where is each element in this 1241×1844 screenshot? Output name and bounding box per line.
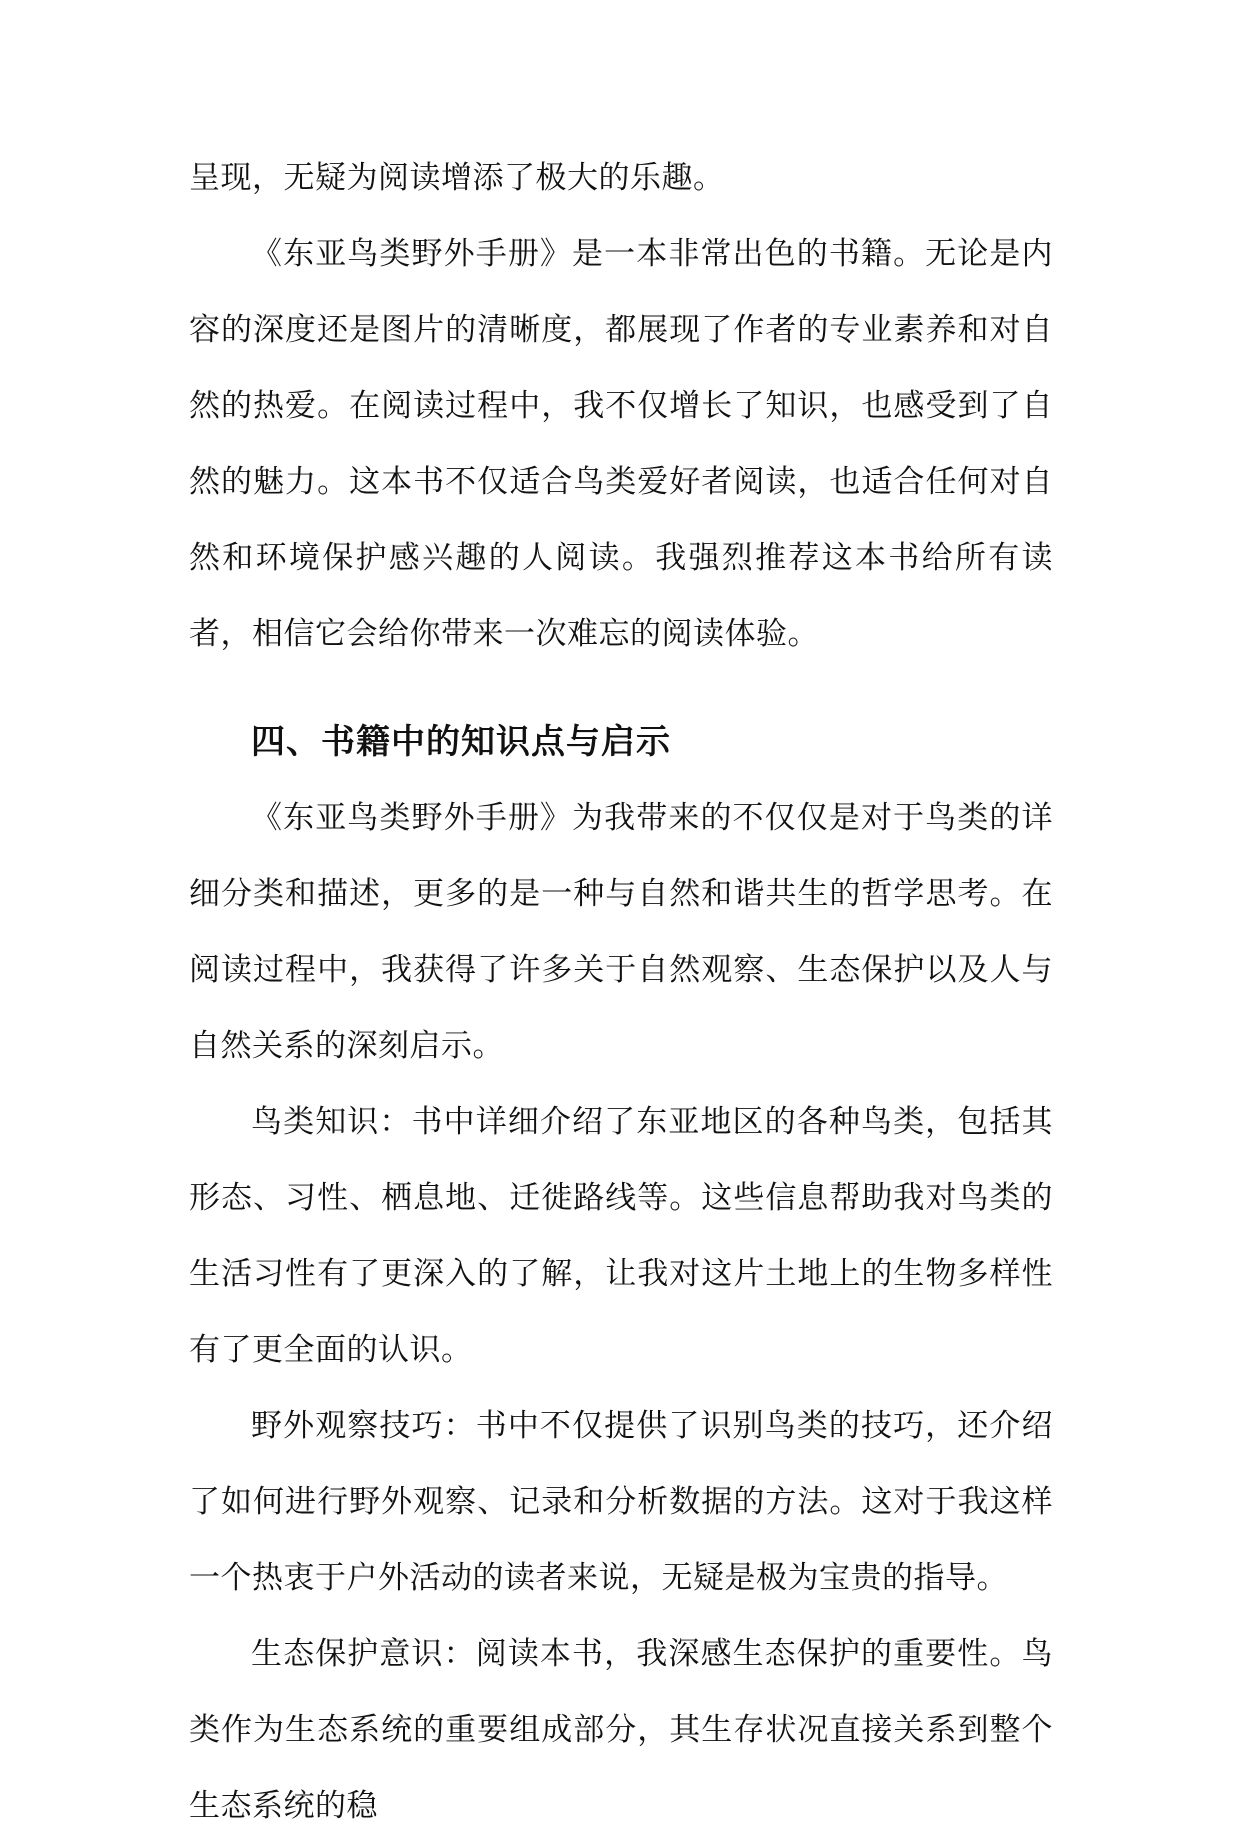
paragraph-book-review-summary: 《东亚鸟类野外手册》是一本非常出色的书籍。无论是内容的深度还是图片的清晰度，都展现了作者的专业素养和对自然的热爱。在阅读过程中，我不仅增长了知识，也感受到了自然的魅力。这本书不仅适合鸟类爱好者阅读，也适合任何对自然和环境保护感兴趣的人阅读。我强烈推荐这本书给所有读者，相信它会给你带来一次难忘的阅读体验。 xyxy=(189,236,1053,652)
paragraph-field-observation: 野外观察技巧：书中不仅提供了识别鸟类的技巧，还介绍了如何进行野外观察、记录和分析数据的方法。这对于我这样一个热衷于户外活动的读者来说，无疑是极为宝贵的指导。 xyxy=(189,1408,1053,1596)
paragraph-continuation: 呈现，无疑为阅读增添了极大的乐趣。 xyxy=(189,160,725,196)
paragraph-section-intro: 《东亚鸟类野外手册》为我带来的不仅仅是对于鸟类的详细分类和描述，更多的是一种与自然和谐共生的哲学思考。在阅读过程中，我获得了许多关于自然观察、生态保护以及人与自然关系的深刻启示。 xyxy=(189,800,1053,1064)
paragraph-ecological-protection: 生态保护意识：阅读本书，我深感生态保护的重要性。鸟类作为生态系统的重要组成部分，其生存状况直接关系到整个生态系统的稳 xyxy=(189,1636,1053,1824)
paragraph-bird-knowledge: 鸟类知识：书中详细介绍了东亚地区的各种鸟类，包括其形态、习性、栖息地、迁徙路线等。这些信息帮助我对鸟类的生活习性有了更深入的了解，让我对这片土地上的生物多样性有了更全面的认识。 xyxy=(189,1104,1053,1368)
section-heading: 四、书籍中的知识点与启示 xyxy=(251,722,671,762)
document-body xyxy=(189,140,1053,1844)
